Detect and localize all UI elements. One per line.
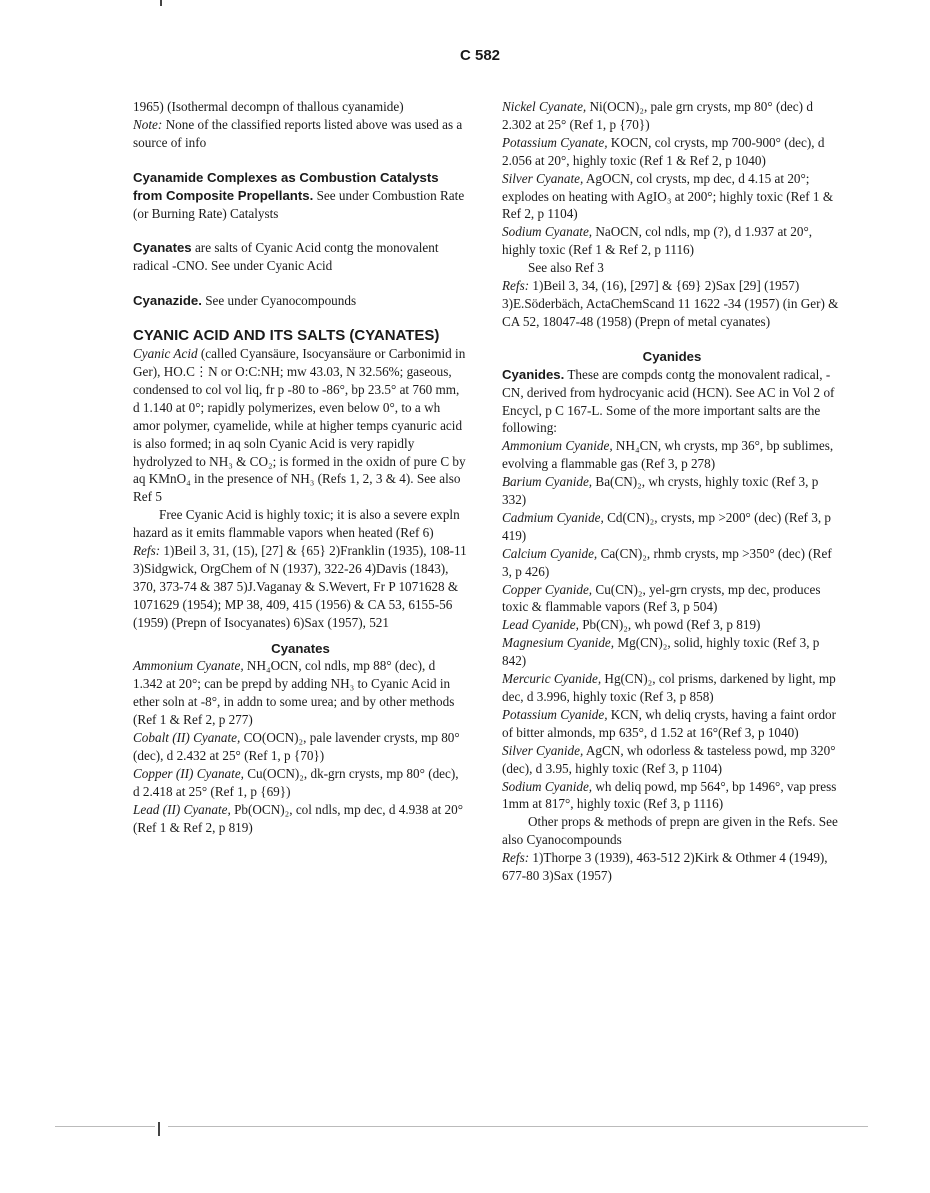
other-props-paragraph: Other props & methods of prepn are given in the Refs. See also Cyanocompounds (502, 814, 838, 848)
entry (502, 98, 842, 134)
entry (133, 657, 468, 729)
entry (502, 616, 842, 634)
entry (502, 134, 842, 170)
entry-text: Pb(OCN)₂, col ndls, mp dec, d 4.938 at 20° (Ref 1 & Ref 2, p 819) (133, 801, 463, 835)
entry-text: Ni(OCN)₂, pale grn crysts, mp 80° (dec) d 2.302 at 25° (Ref 1, p {70}) (502, 99, 813, 132)
section-title: CYANIC ACID AND ITS SALTS (CYANATES) (133, 327, 440, 345)
refs-text: 1)Beil 3, 31, (15), [27] & {65} 2)Franklin (1935), 108-11 3)Sidgwick, OrgChem of N (1937), 322-26 4)Davis (1843), 370, 373-74 & 387 5)J.Vaganay & S.Wevert, Fr P 1071628 & 1071629 (1954); MP 38, 409, 415 (1956) & CA 53, 6155-56 (1959) (Prepn of Isocyanates) 6)Sax (1957), 521 (133, 543, 467, 630)
entry (133, 765, 468, 801)
top-margin-mark (160, 0, 162, 6)
entry-name: Potassium Cyanate, (502, 134, 608, 150)
entry-name: Sodium Cyanate, (502, 224, 593, 240)
entry-text: Mg(CN)₂, solid, highly toxic (Ref 3, p 842) (502, 635, 820, 669)
cyanates-heading: Cyanates (271, 640, 330, 656)
refs-text: 1)Thorpe 3 (1939), 463-512 2)Kirk & Othmer 4 (1949), 677-80 3)Sax (1957) (502, 850, 828, 884)
entry (502, 170, 842, 224)
entry-text: Cu(CN)₂, yel-grn crysts, mp dec, produces toxic & flammable vapors (Ref 3, p 504) (502, 581, 821, 615)
entry-text: Hg(CN)₂, col prisms, darkened by light, mp dec, d 3.996, highly toxic (Ref 3, p 858) (502, 671, 836, 704)
entry-text: KOCN, col crysts, mp 700-900° (dec), d 2.056 at 20°, highly toxic (Ref 1 & Ref 2, p 1040) (502, 134, 825, 168)
entry-name: Calcium Cyanide, (502, 545, 598, 561)
entry (502, 670, 842, 706)
entry-name: Nickel Cyanate, (502, 99, 587, 114)
entry (133, 729, 468, 765)
continued-text: 1965) (Isothermal decompn of thallous cyanamide) (133, 99, 404, 114)
entry-name: Ammonium Cyanide, (502, 438, 613, 454)
entry-name: Ammonium Cyanate, (133, 658, 244, 674)
entry-name: Silver Cyanate, (502, 170, 584, 186)
note-paragraph (133, 116, 468, 152)
refs-paragraph (133, 542, 468, 632)
entry-name: Copper Cyanide, (502, 581, 593, 597)
entry-text: wh deliq powd, mp 564°, bp 1496°, vap press 1mm at 817°, highly toxic (Ref 3, p 1116) (502, 778, 837, 812)
cyanates-title: Cyanates (133, 240, 192, 256)
note-label: Note: (133, 116, 163, 132)
entry-name: Cadmium Cyanide, (502, 509, 604, 525)
entry-text: KCN, wh deliq crysts, having a faint ordor of bitter almonds, mp 635°, d 1.52 at 16°(Ref 3, p 1040) (502, 706, 837, 740)
cyanates-text: are salts of Cyanic Acid contg the monovalent radical -CNO. See under Cyanic Acid (133, 240, 439, 274)
footer-rule-left (55, 1126, 155, 1127)
entry-name: Sodium Cyanide, (502, 778, 593, 794)
refs-paragraph (502, 277, 842, 331)
entry (502, 509, 842, 545)
see-also: See also Ref 3 (528, 260, 604, 276)
entry-text: Cu(OCN)₂, dk-grn crysts, mp 80° (dec), d 2.418 at 25° (Ref 1, p {69}) (133, 765, 459, 799)
entry-text: AgOCN, col crysts, mp dec, d 4.15 at 20°; explodes on heating with AgIO₃ at 200°; highly toxic (Ref 1 & Ref 2, p 1104) (502, 170, 834, 222)
entry-name: Mercuric Cyanide, (502, 671, 602, 687)
entry (502, 742, 842, 778)
complexes-text: See under Combustion Rate (or Burning Rate) Catalysts (133, 187, 465, 221)
bottom-margin-mark (158, 1122, 160, 1136)
refs-label: Refs: (502, 850, 530, 866)
free-acid-paragraph: Free Cyanic Acid is highly toxic; it is also a severe expln hazard as it emits flammable vapors when heated (Ref 6) (133, 507, 460, 541)
cyanazide-paragraph (133, 292, 468, 310)
entry-name: Lead Cyanide, (502, 617, 579, 633)
entry-name: Barium Cyanide, (502, 474, 593, 490)
entry-name: Copper (II) Cyanate, (133, 765, 244, 781)
cyanazide-title: Cyanazide. (133, 293, 202, 309)
left-column (133, 98, 468, 837)
entry-text: Ba(CN)₂, wh crysts, highly toxic (Ref 3, p 332) (502, 474, 819, 508)
entry (502, 706, 842, 742)
entry-text: NaOCN, col ndls, mp (?), d 1.937 at 20°, highly toxic (Ref 1 & Ref 2, p 1116) (502, 224, 813, 258)
refs-text: 1)Beil 3, 34, (16), [297] & {69} 2)Sax [29] (1957) 3)E.Söderbäch, ActaChemScand 11 1622 -34 (1957) (in Ger) & CA 52, 18047-48 (1958) (Prepn of metal cyanates) (502, 278, 839, 329)
note-text: None of the classified reports listed above was used as a source of info (133, 116, 463, 150)
cyanides-title: Cyanides. (502, 366, 565, 382)
complexes-title: Cyanamide Complexes as Combustion Catalysts from Composite Propellants. (133, 169, 439, 203)
refs-label: Refs: (133, 543, 161, 559)
entry-text: CO(OCN)₂, pale lavender crysts, mp 80° (dec), d 2.432 at 25° (Ref 1, p {70}) (133, 730, 460, 763)
entry-name: Cobalt (II) Cyanate, (133, 730, 241, 746)
page-number: C 582 (460, 47, 501, 64)
complexes-paragraph (133, 169, 468, 223)
cyanic-acid-label: Cyanic Acid (133, 346, 198, 362)
entry-text: Cd(CN)₂, crysts, mp >200° (dec) (Ref 3, p 419) (502, 509, 832, 543)
entry (502, 545, 842, 581)
cyanides-text: These are compds contg the monovalent radical, -CN, derived from hydrocyanic acid (HCN). See AC in Vol 2 of Encycl, p C 167-L. Some of the more important salts are the following: (502, 366, 835, 436)
refs-paragraph (502, 849, 842, 885)
entry-name: Silver Cyanide, (502, 742, 584, 758)
entry (502, 634, 842, 670)
entry-name: Potassium Cyanide, (502, 706, 608, 722)
entry (502, 778, 842, 814)
entry-name: Magnesium Cyanide, (502, 635, 615, 651)
cyanides-paragraph (502, 366, 842, 438)
entry (502, 581, 842, 617)
cyanic-acid-paragraph (133, 345, 468, 506)
entry-text: AgCN, wh odorless & tasteless powd, mp 320° (dec), d 3.95, highly toxic (Ref 3, p 1104) (502, 742, 836, 776)
entry (133, 801, 468, 837)
entry-text: NH₄CN, wh crysts, mp 36°, bp sublimes, evolving a flammable gas (Ref 3, p 278) (502, 438, 834, 472)
entry-text: Ca(CN)₂, rhmb crysts, mp >350° (dec) (Ref 3, p 426) (502, 545, 832, 579)
cyanazide-text: See under Cyanocompounds (201, 293, 357, 309)
cyanic-acid-text: (called Cyansäure, Isocyansäure or Carbonimid in Ger), HO.C⋮N or O:C:NH; mw 43.03, N 32.56%; gaseous, condensed to col vol liq, fr p -80 to -86°, bp 23.5° at 760 mm, d 1.140 at 0°; rapidly polymerizes, even below 0°, to a wh amor polymer, cyamelide, while at higher temps cyanuric acid is also formed; in aq soln Cyanic Acid is very rapidly hydrolyzed to NH₃ & CO₂; is formed in the oxidn of pure C by aq KMnO₄ in the presence of NH₃ (Refs 1, 2, 3 & 4). See also Ref 5 (133, 346, 466, 505)
entry (502, 223, 842, 259)
cyanates-paragraph (133, 239, 468, 275)
cyanides-heading: Cyanides (642, 348, 702, 364)
entry-name: Lead (II) Cyanate, (133, 801, 231, 817)
entry-text: Pb(CN)₂, wh powd (Ref 3, p 819) (578, 617, 761, 633)
entry-text: NH₄OCN, col ndls, mp 88° (dec), d 1.342 at 20°; can be prepd by adding NH₃ to Cyanic Acid in ether soln at -8°, in addn to some urea; and by other methods (Ref 1 & Ref 2, p 277) (133, 658, 455, 728)
footer-rule-right (168, 1126, 868, 1127)
refs-label: Refs: (502, 278, 530, 294)
entry (502, 437, 842, 473)
right-column (502, 98, 842, 885)
entry (502, 473, 842, 509)
